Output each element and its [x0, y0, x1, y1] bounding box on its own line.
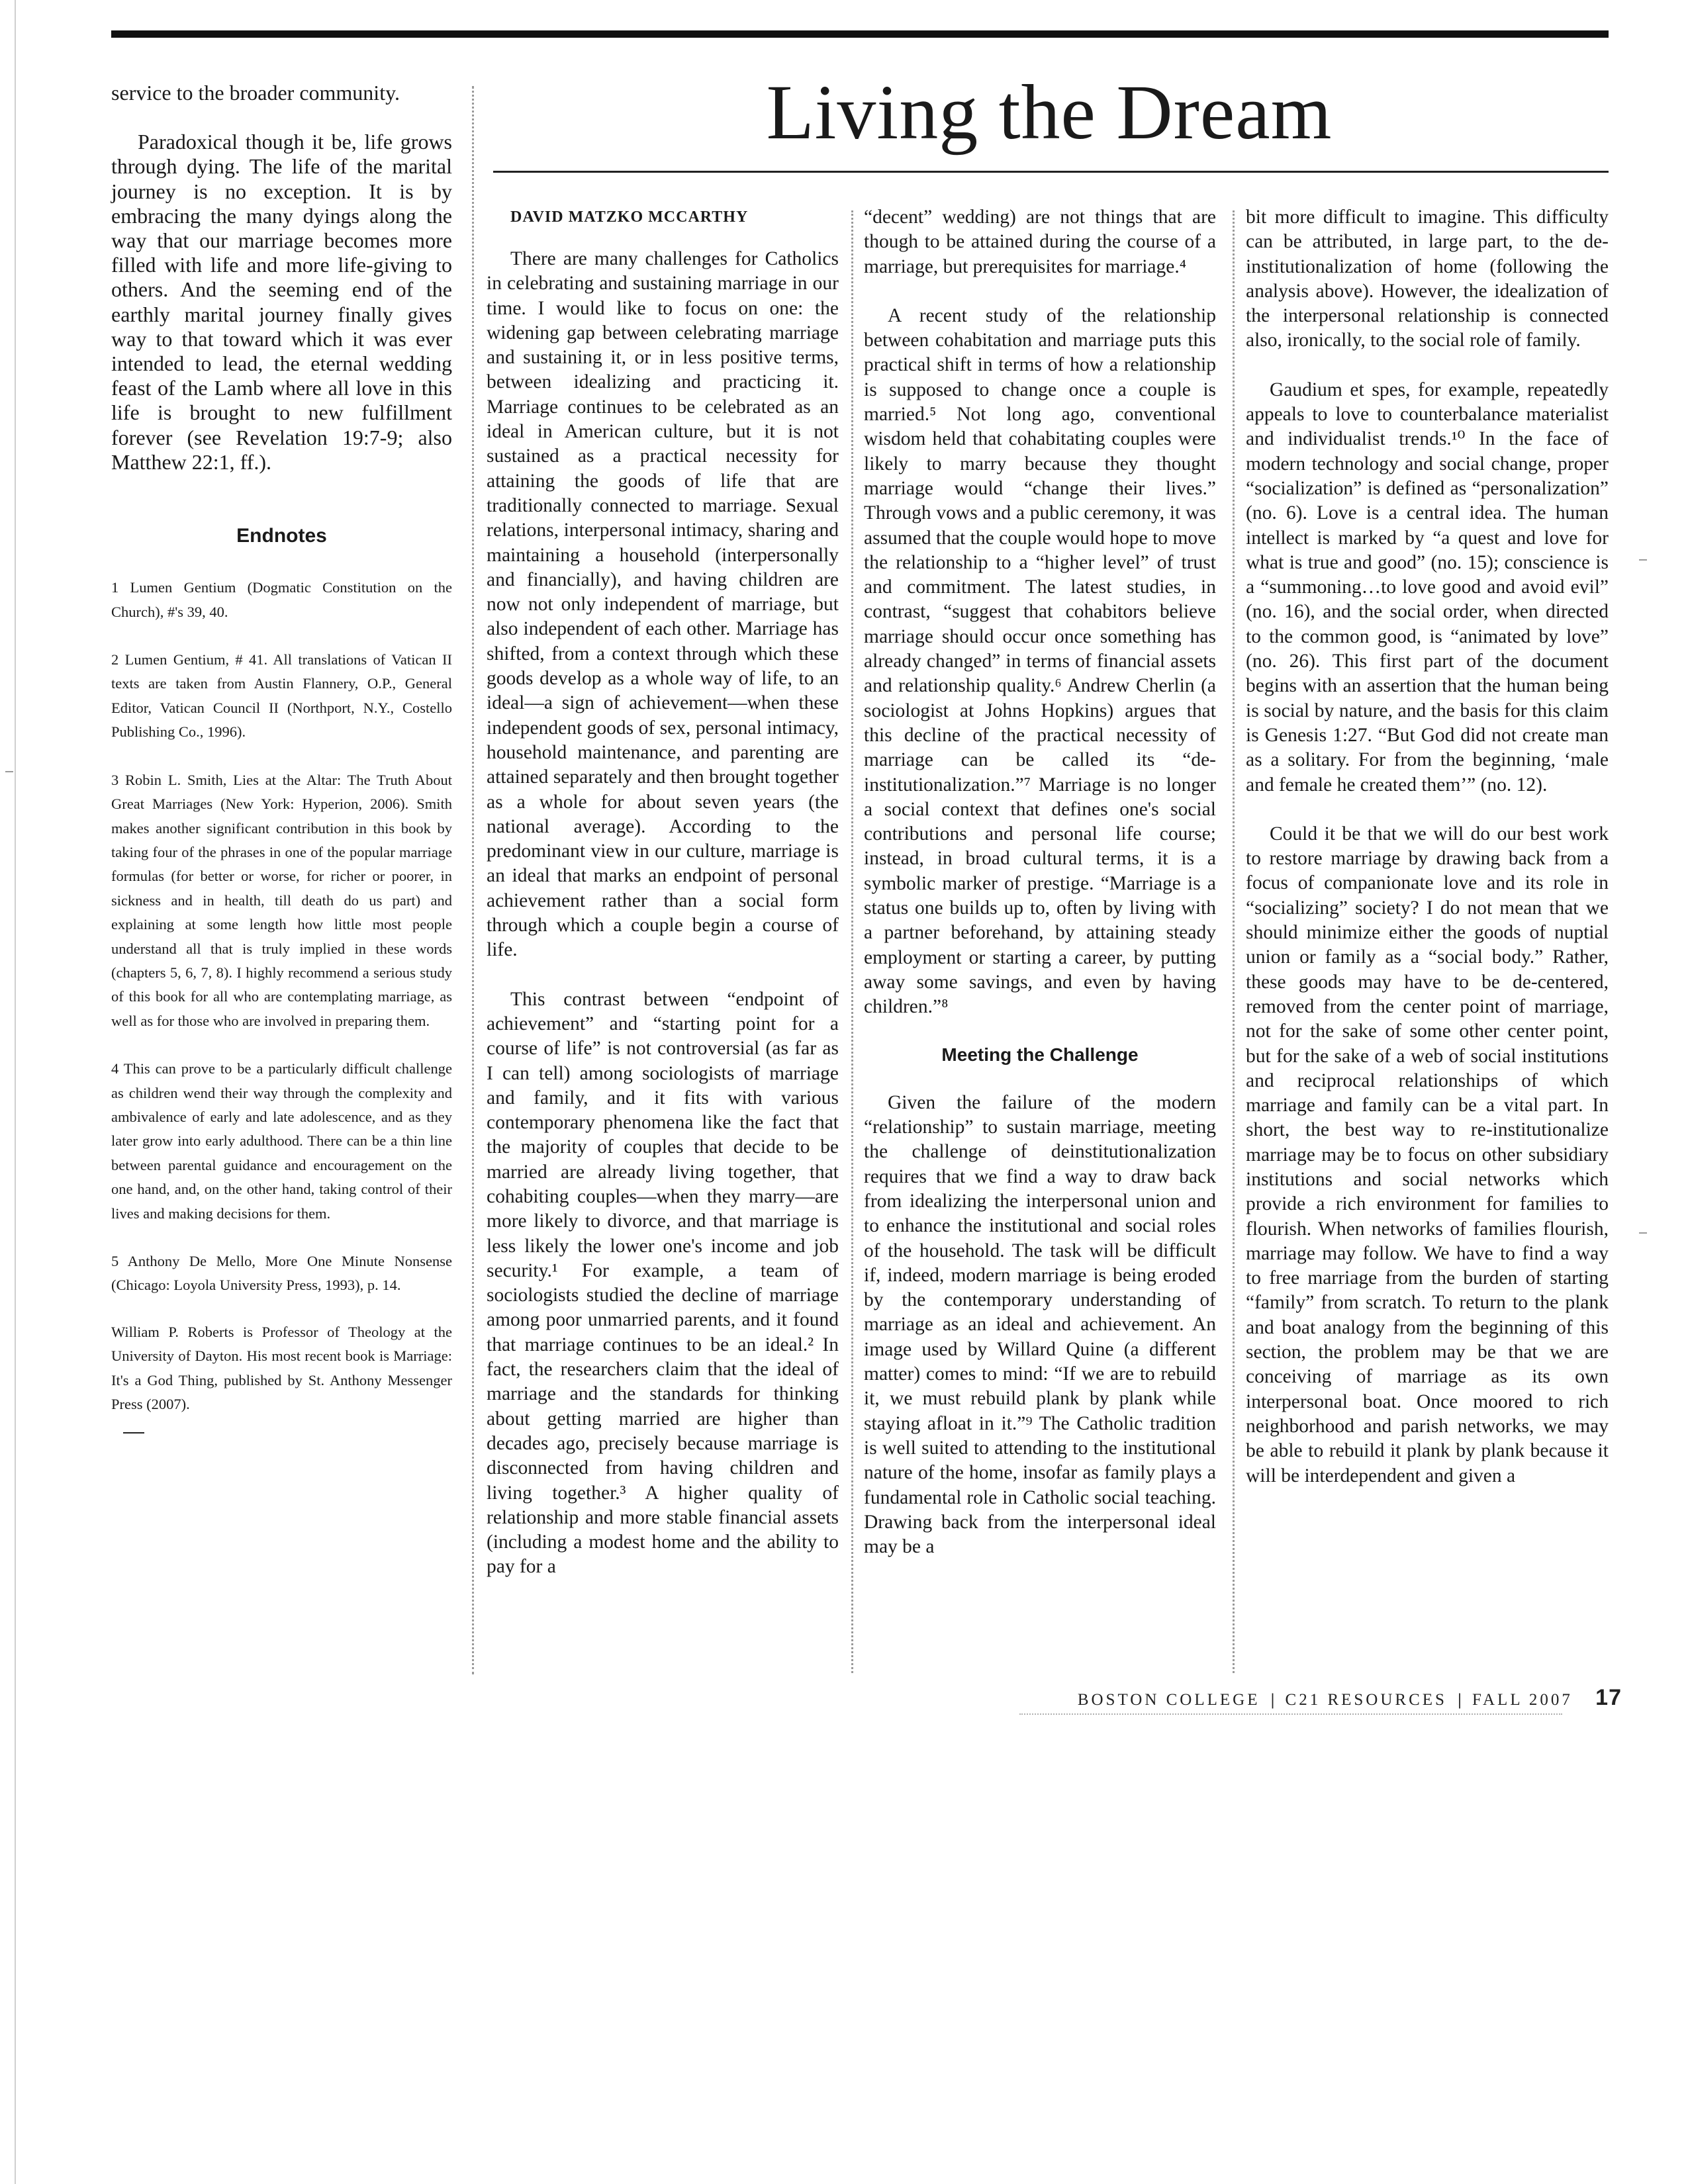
- scan-mark: [5, 771, 13, 772]
- paragraph: Could it be that we will do our best work to restore marriage by drawing back from a focus of companionate love and its role in “socializing” society? I do not mean that we should minimize either the goods of nuptial union or family as a “social body.” Rather, these goods may have to be de-centered, removed from the center point of marriage, not for the sake of some other center point, but for the sake of a web of social institutions and reciprocal relationships of which marriage and family can be a vital part. In short, the best way to re-institutionalize marriage may be to focus on other subsidiary institutions and social networks which provide a rich environment for families to flourish. When networks of families flourish, marriage may follow. We have to find a way to free marriage from the burden of starting “family” from scratch. To return to the plank and boat analogy from the beginning of this section, the problem may be that we are conceiving of marriage as its own interpersonal boat. Once moored to rich neighborhood and parish networks, we may be able to rebuild it plank by plank because it will be interdependent and given a: [1246, 823, 1609, 1486]
- article-title: Living the Dream: [766, 69, 1333, 156]
- endnote: 3 Robin L. Smith, Lies at the Altar: The Truth About Great Marriages (New York: Hyperion, 2006). Smith makes another significant contribution in this book by taking four of the phrases in one of the popular marriage formulas (for better or worse, for richer or poorer, in sickness and in health, till death do us part) and explaining at some length how little most people understand all that is truly implied in these words (chapters 5, 6, 7, 8). I highly recommend a serious study of this book for all who are contemplating marriage, as well as for those who are involved in preparing them.: [111, 771, 452, 1029]
- paragraph: This contrast between “endpoint of achievement” and “starting point for a course of life” is not controversial (as far as I can tell) among sociologists of marriage and family, and it fits with various contemporary phenomena like the fact that the majority of couples that decide to be married are already living together, that cohabiting couples—when they marry—are more likely to divorce, and that marriage is less likely the lower one's income and job security.¹ For example, a team of sociologists studied the decline of marriage among poor unmarried parents, and it found that marriage continues to be an ideal.² In fact, the researchers claim that the ideal of marriage and the standards for thinking about getting married are higher than decades ago, precisely because marriage is disconnected from having children and living together.³ A higher quality of relationship and more stable financial assets (including a modest home and the ability to pay for a: [487, 988, 839, 1578]
- scan-mark: [1639, 1232, 1647, 1234]
- end-mark: [123, 1432, 144, 1433]
- endnotes-heading: Endnotes: [236, 525, 327, 547]
- paragraph: Gaudium et spes, for example, repeatedly appeals to love to counterbalance materialist and individualist trends.¹⁰ In the face of modern technology and social change, proper “socialization” is defined as “personalization” (no. 6). Love is a central idea. The human intellect is marked by “a quest and love for what is true and good” (no. 15); conscience is a “summoning…to love good and avoid evil” (no. 16), and the social order, when directed to the common good, is “animated by love” (no. 26). This first part of the document begins with an assertion that the human being is social by nature, and the basis for this claim is Genesis 1:27. “But God did not create man as a solitary. For from the beginning, ‘male and female he created them’” (no. 12).: [1246, 379, 1609, 796]
- paragraph: There are many challenges for Catholics in celebrating and sustaining marriage in our time. I would like to focus on one: the widening gap between celebrating marriage and sustaining it, or in less positive terms, between idealizing and practicing it. Marriage continues to be celebrated as an ideal in American culture, but it is not sustained as a practical necessity for attaining the goods of life that are traditionally connected to marriage. Sexual relations, interpersonal intimacy, sharing and maintaining a household (interpersonally and financially), and having children are now not only independent of marriage, but also independent of each other. Marriage has shifted, from a context through which these goods develop as a whole way of life, to an ideal—a sign of achievement—when these independent goods of sex, personal intimacy, household maintenance, and parenting are attained separately and then brought together as a whole for about seven years (the national average). According to the predominant view in our culture, marriage is an ideal that marks an endpoint of personal achievement rather than a social form through which a couple begin a course of life.: [487, 248, 839, 961]
- page-edge: [15, 0, 16, 2184]
- paragraph: “decent” wedding) are not things that are though to be attained during the course of a marriage, but prerequisites for marriage.⁴: [864, 206, 1216, 277]
- previous-article-column: [111, 81, 452, 1433]
- column-separator: [1233, 210, 1235, 1673]
- article-column-3: [1246, 205, 1609, 1488]
- byline: DAVID MATZKO MCCARTHY: [510, 208, 749, 226]
- article-column-1: [487, 205, 839, 1580]
- scan-noise: [1019, 1713, 1562, 1715]
- footer-publication: C21 RESOURCES: [1285, 1691, 1447, 1709]
- footer-issue: FALL 2007: [1472, 1691, 1573, 1709]
- author-bio: William P. Roberts is Professor of Theology at the University of Dayton. His most recent book is Marriage: It's a God Thing, published by St. Anthony Messenger Press (2007).: [111, 1323, 452, 1413]
- endnote: 4 This can prove to be a particularly difficult challenge as children wend their way through the complexity and ambivalence of early and late adolescence, and as they later grow into early adulthood. There can be a thin line between parental guidance and encouragement on the one hand, and, on the other hand, taking control of their lives and making decisions for them.: [111, 1060, 452, 1222]
- paragraph: A recent study of the relationship between cohabitation and marriage puts this practical shift in terms of how a relationship is supposed to change once a couple is married.⁵ Not long ago, conventional wisdom held that cohabitating couples were likely to marry because they thought marriage would “change their lives.” Through vows and a public ceremony, it was assumed that the couple would hope to move the relationship to a “higher level” of trust and commitment. The latest studies, in contrast, “suggest that cohabitors believe marriage should occur once something has already changed” in terms of financial assets and relationship quality.⁶ Andrew Cherlin (a sociologist at Johns Hopkins) argues that this decline of the practical necessity of marriage can be called its “de-institutionalization.”⁷ Marriage is no longer a social context that defines one's social contributions and personal life course; instead, in broad cultural terms, it is a symbolic marker of prestige. “Marriage is a status one builds up to, often by living with a partner beforehand, by attaining steady employment or starting a career, by putting away some savings, and even by having children.”⁸: [864, 304, 1216, 1018]
- section-heading: Meeting the Challenge: [941, 1044, 1139, 1065]
- column-separator: [472, 86, 474, 1674]
- endnotes-list: [111, 576, 452, 1433]
- footer-divider: |: [1270, 1691, 1275, 1709]
- paragraph: Given the failure of the modern “relationship” to sustain marriage, meeting the challenge of deinstitutionalization requires that we find a way to draw back from idealizing the interpersonal union and to enhance the institutional and social roles of the household. The task will be difficult if, indeed, modern marriage is being eroded by the contemporary understanding of marriage as an ideal and achievement. An image used by Willard Quine (a different matter) comes to mind: “If we are to rebuild it, we must rebuild plank by plank while staying afloat in it.”⁹ The Catholic tradition is well suited to attending to the institutional nature of the home, insofar as family plays a fundamental role in Catholic social teaching. Drawing back from the interpersonal ideal may be a: [864, 1091, 1216, 1558]
- column-separator: [851, 210, 853, 1673]
- paragraph: service to the broader community.: [111, 81, 400, 105]
- article-column-2: [864, 205, 1216, 1559]
- footer-institution: BOSTON COLLEGE: [1077, 1691, 1260, 1709]
- endnote: 2 Lumen Gentium, # 41. All translations of Vatican II texts are taken from Austin Flannery, O.P., General Editor, Vatican Council II (Northport, N.Y., Costello Publishing Co., 1996).: [111, 651, 452, 741]
- scan-mark: [1639, 559, 1647, 561]
- endnote: 5 Anthony De Mello, More One Minute Nonsense (Chicago: Loyola University Press, 1993), p. 14.: [111, 1253, 452, 1294]
- paragraph: bit more difficult to imagine. This difficulty can be attributed, in large part, to the de-institutionalization of home (following the analysis above). However, the idealization of the interpersonal relationship is connected also, ironically, to the social role of family.: [1246, 206, 1609, 351]
- endnote: 1 Lumen Gentium (Dogmatic Constitution on the Church), #'s 39, 40.: [111, 579, 452, 620]
- title-rule: [493, 171, 1609, 173]
- footer-divider: |: [1458, 1691, 1462, 1709]
- top-rule: [111, 30, 1609, 38]
- page-number: 17: [1595, 1685, 1622, 1710]
- page-footer: [1078, 1685, 1622, 1711]
- paragraph: Paradoxical though it be, life grows through dying. The life of the marital journey is no exception. It is by embracing the many dyings along the way that our marriage becomes more filled with life and more life-giving to others. And the seeming end of the earthly marital journey finally gives way to that toward which it was ever intended to lead, the eternal wedding feast of the Lamb where all love in this life is brought to new fulfillment forever (see Revelation 19:7-9; also Matthew 22:1, ff.).: [111, 130, 452, 474]
